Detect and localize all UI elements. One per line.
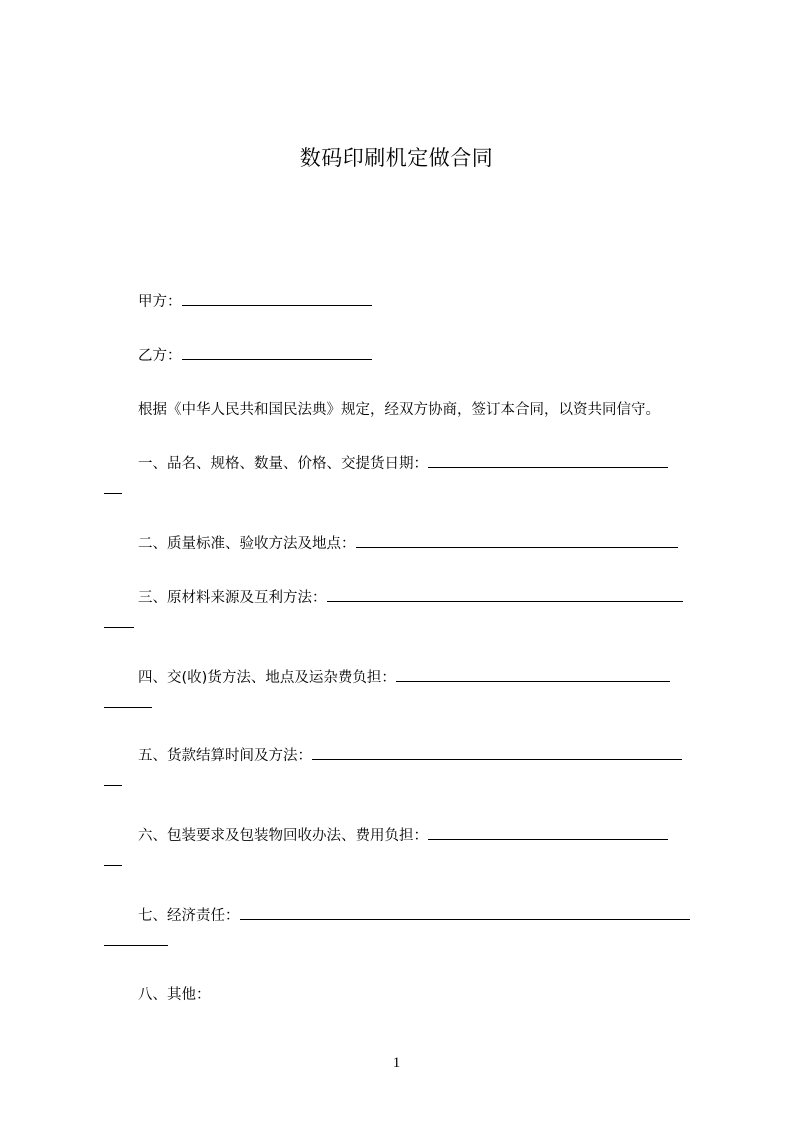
clause-2 xyxy=(138,533,678,554)
clause-2-label: 二、质量标准、验收方法及地点： xyxy=(138,536,356,552)
clause-7 xyxy=(138,905,690,926)
clause-7-label: 七、经济责任： xyxy=(138,908,240,924)
clause-2-blank xyxy=(356,533,678,548)
document-title: 数码印刷机定做合同 xyxy=(299,146,494,170)
clause-1-blank-continued xyxy=(104,492,122,494)
clause-4-blank xyxy=(396,667,670,682)
clause-8 xyxy=(138,985,211,1005)
clause-8-label: 八、其他： xyxy=(138,987,211,1003)
clause-6 xyxy=(138,825,668,846)
page-number: 1 xyxy=(392,1055,401,1071)
clause-1 xyxy=(138,453,668,474)
party-a-label: 甲方： xyxy=(138,294,182,310)
clause-1-label: 一、品名、规格、数量、价格、交提货日期： xyxy=(138,456,428,472)
clause-3-blank-continued xyxy=(104,626,134,628)
clause-3-blank xyxy=(327,587,683,602)
party-a-line xyxy=(138,291,372,312)
clause-6-blank xyxy=(428,825,668,840)
clause-7-blank xyxy=(240,905,690,920)
clause-7-blank-continued xyxy=(104,944,168,946)
party-b-line xyxy=(138,345,372,366)
clause-3-label: 三、原材料来源及互利方法： xyxy=(138,590,327,606)
party-b-label: 乙方： xyxy=(138,348,182,364)
clause-3 xyxy=(138,587,683,608)
clause-6-label: 六、包装要求及包装物回收办法、费用负担： xyxy=(138,828,428,844)
clause-4 xyxy=(138,667,670,688)
clause-5-blank-continued xyxy=(104,784,122,786)
clause-5 xyxy=(138,745,682,766)
clause-4-blank-continued xyxy=(104,706,152,708)
intro-paragraph: 根据《中华人民共和国民法典》规定，经双方协商，签订本合同，以资共同信守。 xyxy=(138,402,660,418)
clause-4-label: 四、交(收)货方法、地点及运杂费负担： xyxy=(138,670,396,686)
clause-5-blank xyxy=(312,745,682,760)
party-a-blank xyxy=(182,291,372,306)
clause-1-blank xyxy=(428,453,668,468)
clause-6-blank-continued xyxy=(104,864,122,866)
party-b-blank xyxy=(182,345,372,360)
clause-5-label: 五、货款结算时间及方法： xyxy=(138,748,312,764)
